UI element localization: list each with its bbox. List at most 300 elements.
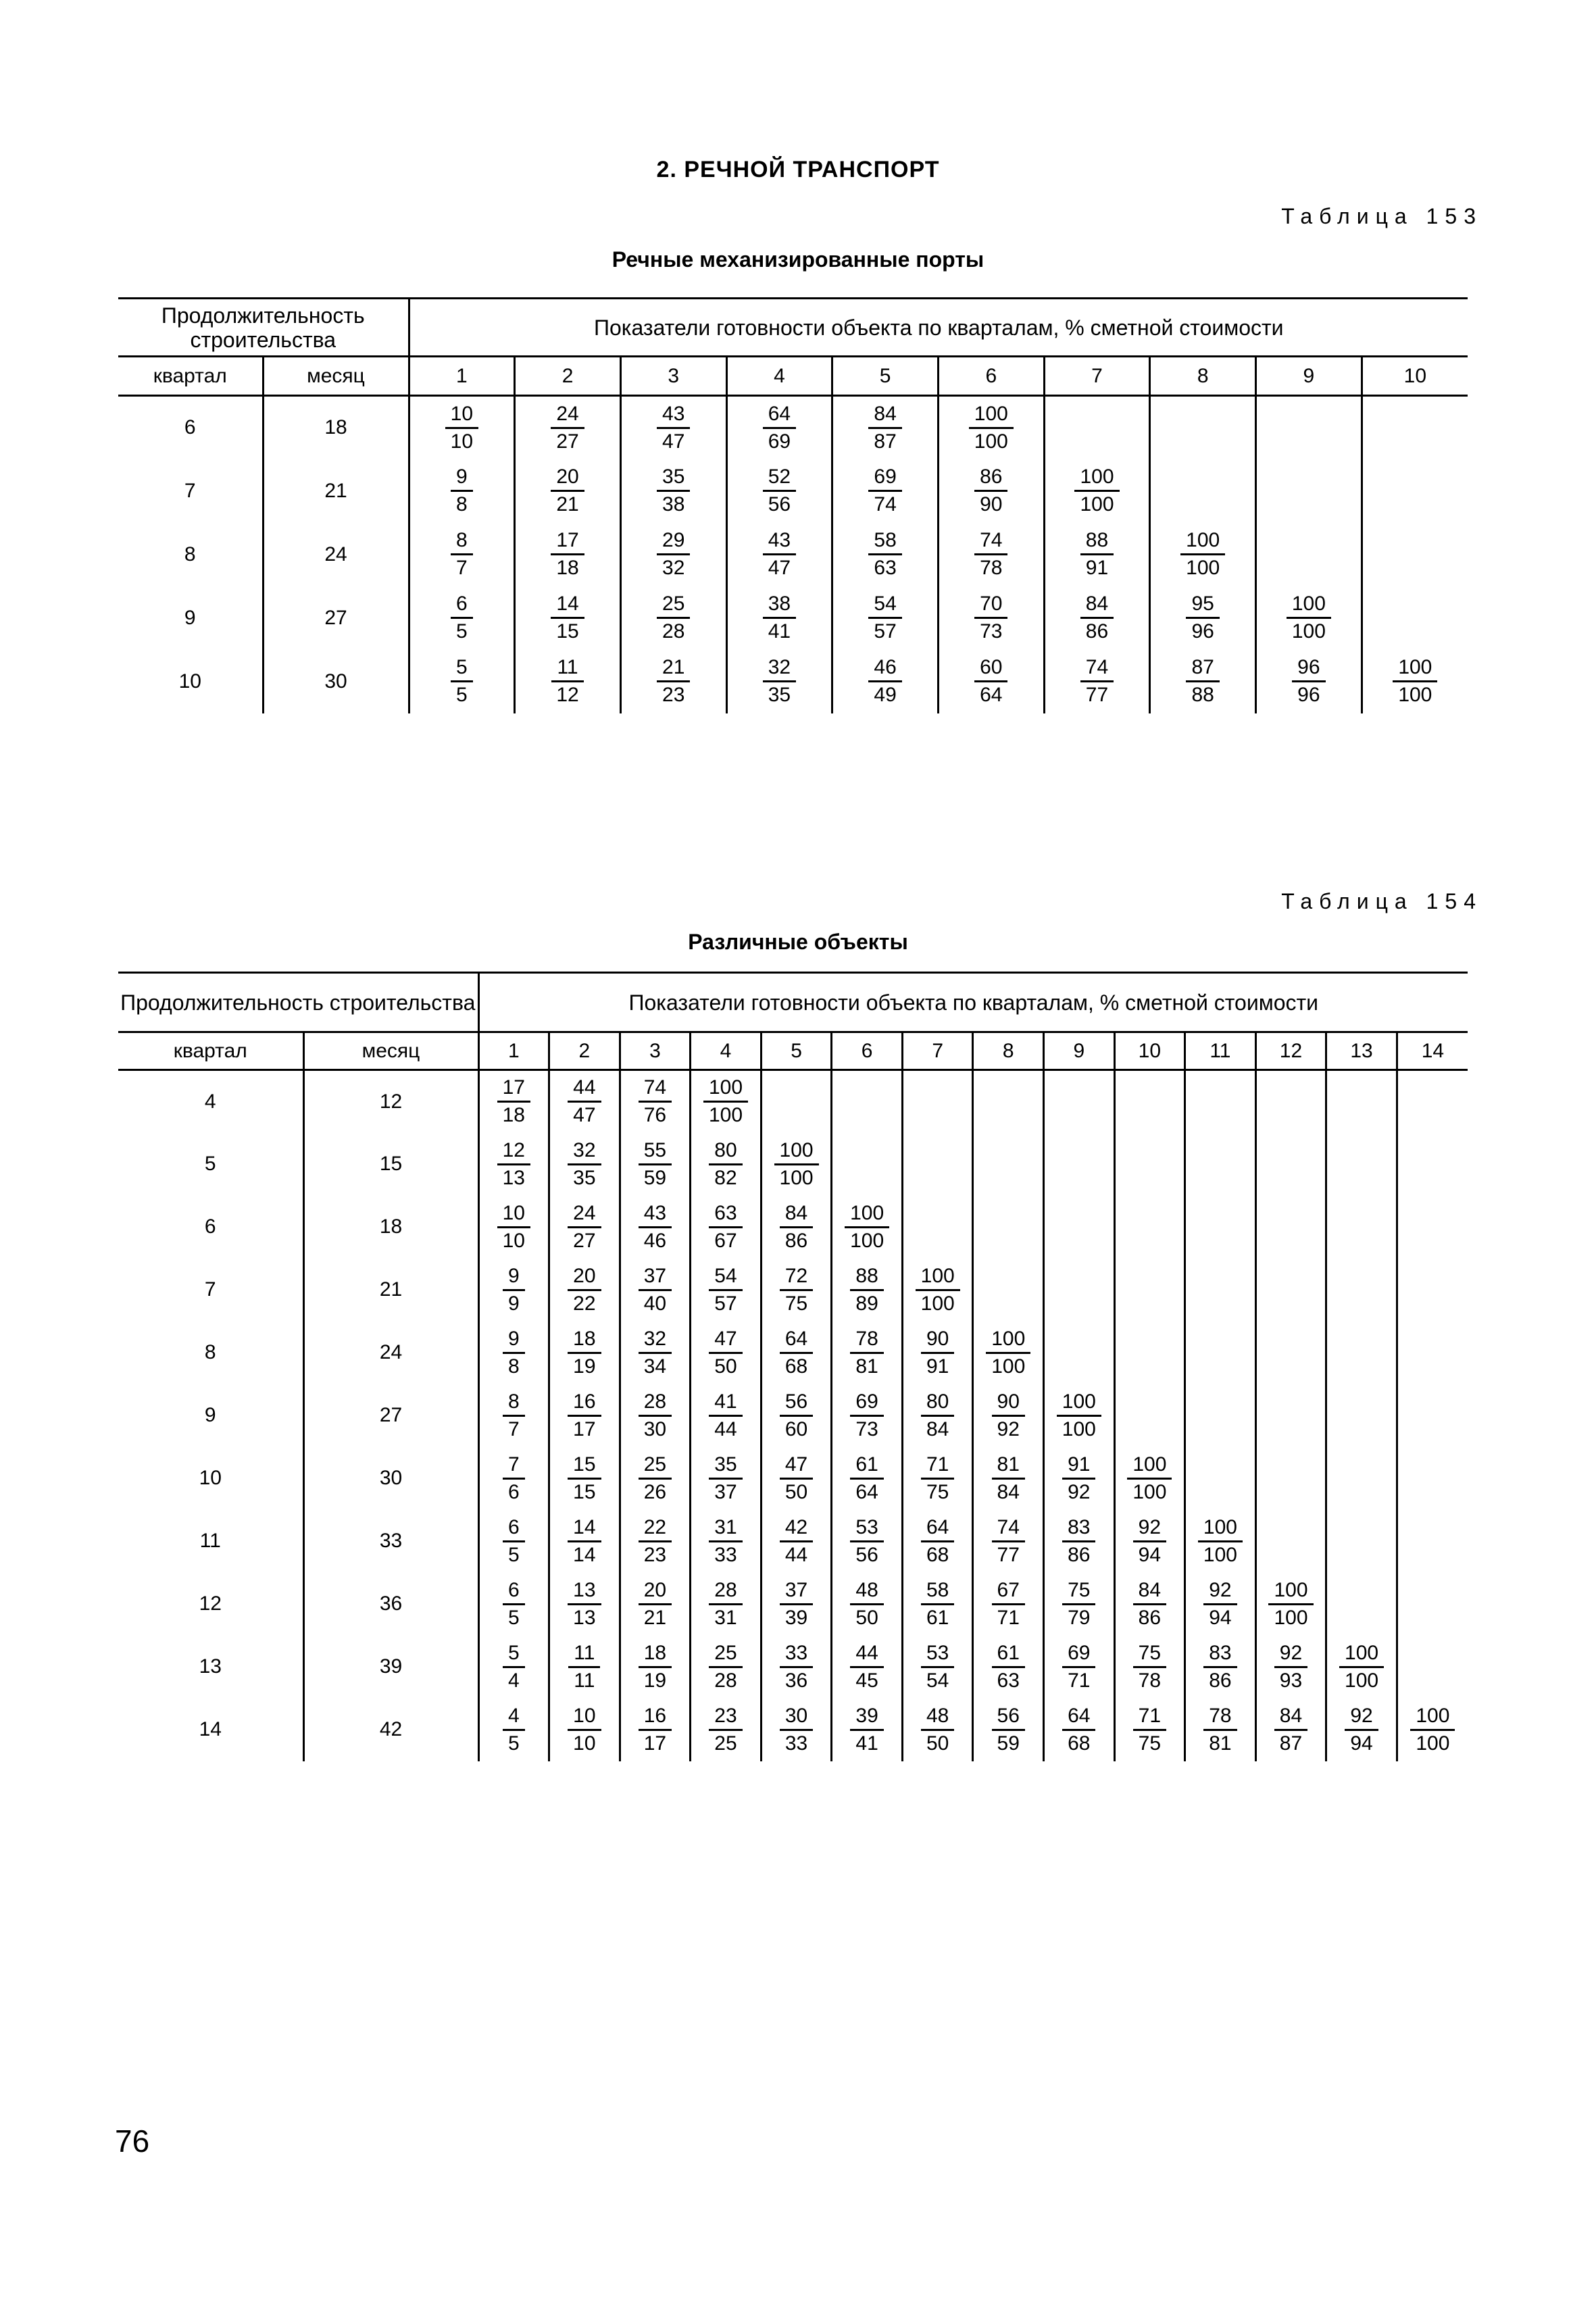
value-cell (1044, 459, 1150, 523)
fraction (1062, 1640, 1095, 1694)
value-cell (1044, 1699, 1115, 1761)
fraction (1080, 591, 1114, 645)
value-cell (1044, 1573, 1115, 1636)
value-cell (1114, 1573, 1185, 1636)
value-cell (691, 1259, 762, 1322)
fraction-numerator: 24 (568, 1201, 601, 1228)
fraction-numerator: 18 (639, 1640, 672, 1668)
value-cell (1150, 650, 1256, 713)
fraction-numerator: 53 (921, 1640, 954, 1668)
value-cell (832, 586, 939, 650)
fraction (974, 591, 1007, 645)
value-cell (1044, 1636, 1115, 1699)
value-cell (1044, 1070, 1115, 1133)
fraction (992, 1703, 1025, 1757)
value-cell (1044, 1196, 1115, 1259)
fraction-numerator: 11 (551, 655, 583, 682)
month-cell: 42 (303, 1699, 478, 1761)
table-row (118, 1070, 1468, 1133)
value-cell (1326, 1070, 1397, 1133)
value-cell (761, 1384, 832, 1447)
fraction-denominator: 68 (1068, 1732, 1091, 1755)
value-cell (1256, 396, 1362, 459)
fraction-denominator: 60 (784, 1417, 808, 1440)
fraction-denominator: 28 (714, 1669, 737, 1692)
table-154 (118, 972, 1468, 1761)
value-cell (1255, 1070, 1326, 1133)
value-cell (1114, 1699, 1185, 1761)
value-cell (691, 1196, 762, 1259)
value-cell (1185, 1447, 1256, 1510)
value-cell (409, 459, 515, 523)
fraction-numerator: 55 (639, 1138, 672, 1165)
fraction (1133, 1578, 1166, 1631)
fraction-numerator: 56 (780, 1389, 813, 1417)
month-cell: 21 (263, 459, 409, 523)
value-cell (761, 1070, 832, 1133)
fraction (774, 1138, 819, 1191)
fraction-numerator: 100 (774, 1138, 819, 1165)
quarter-col-header: 13 (1326, 1032, 1397, 1070)
fraction-numerator: 92 (1203, 1578, 1237, 1605)
fraction-numerator: 91 (1062, 1452, 1095, 1480)
fraction-denominator: 96 (1297, 684, 1320, 706)
value-cell (1326, 1322, 1397, 1384)
value-cell (691, 1573, 762, 1636)
fraction-denominator: 14 (573, 1543, 596, 1566)
value-cell (549, 1699, 620, 1761)
table-row (118, 1573, 1468, 1636)
fraction-numerator: 35 (657, 464, 690, 492)
value-cell (1397, 1133, 1468, 1196)
value-cell (832, 523, 939, 586)
fraction (850, 1389, 883, 1442)
value-cell (1114, 1510, 1185, 1573)
fraction (780, 1640, 813, 1694)
value-cell (549, 1384, 620, 1447)
fraction-numerator: 53 (850, 1515, 883, 1542)
value-cell (620, 586, 726, 650)
fraction-denominator: 56 (768, 493, 791, 515)
fraction (868, 655, 901, 708)
value-cell (1397, 1510, 1468, 1573)
quarter-col-header: 5 (761, 1032, 832, 1070)
value-cell (478, 1196, 549, 1259)
value-cell (1326, 1699, 1397, 1761)
value-cell (902, 1510, 973, 1573)
fraction-numerator: 52 (763, 464, 796, 492)
fraction (921, 1326, 954, 1380)
value-cell (973, 1259, 1044, 1322)
fraction-denominator: 100 (1291, 620, 1326, 643)
value-cell (832, 1133, 903, 1196)
fraction (986, 1326, 1030, 1380)
fraction-numerator: 41 (709, 1389, 742, 1417)
value-cell (478, 1384, 549, 1447)
value-cell (973, 1070, 1044, 1133)
value-cell (761, 1196, 832, 1259)
fraction-denominator: 5 (507, 1732, 520, 1755)
value-cell (620, 523, 726, 586)
value-cell (973, 1384, 1044, 1447)
fraction-numerator: 75 (1133, 1640, 1166, 1668)
value-cell (1150, 459, 1256, 523)
fraction-numerator: 31 (709, 1515, 742, 1542)
fraction-denominator: 63 (874, 557, 897, 579)
fraction-numerator: 58 (921, 1578, 954, 1605)
fraction (657, 655, 690, 708)
value-cell (832, 1636, 903, 1699)
fraction-denominator: 39 (784, 1606, 808, 1629)
fraction-numerator: 14 (551, 591, 584, 619)
value-cell (620, 1322, 691, 1384)
fraction-denominator: 78 (1138, 1669, 1162, 1692)
quarter-cell: 10 (199, 1467, 222, 1489)
fraction-numerator: 25 (657, 591, 690, 619)
fraction-numerator: 39 (850, 1703, 883, 1731)
table-row (118, 1636, 1468, 1699)
fraction-numerator: 9 (503, 1263, 525, 1291)
fraction-denominator: 47 (573, 1104, 596, 1127)
table-row (118, 523, 1468, 586)
fraction-numerator: 44 (568, 1075, 601, 1103)
fraction-denominator: 78 (980, 557, 1003, 579)
fraction-numerator: 48 (921, 1703, 954, 1731)
fraction (657, 464, 690, 518)
value-cell (549, 1196, 620, 1259)
value-cell (1185, 1510, 1256, 1573)
fraction (639, 1640, 672, 1694)
fraction (921, 1389, 954, 1442)
fraction-denominator: 92 (997, 1417, 1020, 1440)
fraction-numerator: 100 (1287, 591, 1331, 619)
fraction-numerator: 10 (568, 1703, 601, 1731)
fraction-denominator: 38 (662, 493, 685, 515)
value-cell (1114, 1322, 1185, 1384)
value-cell (726, 586, 832, 650)
fraction-denominator: 73 (855, 1417, 878, 1440)
quarter-col-header: 9 (1044, 1032, 1115, 1070)
fraction-numerator: 100 (916, 1263, 960, 1291)
fraction-denominator: 7 (507, 1417, 520, 1440)
fraction-denominator: 4 (507, 1669, 520, 1692)
fraction (657, 591, 690, 645)
fraction-denominator: 74 (874, 493, 897, 515)
quarter-cell: 9 (204, 1404, 216, 1426)
fraction-numerator: 20 (639, 1578, 672, 1605)
value-cell (902, 1636, 973, 1699)
value-cell (1185, 1636, 1256, 1699)
fraction-numerator: 30 (780, 1703, 813, 1731)
fraction-numerator: 80 (921, 1389, 954, 1417)
value-cell (620, 1447, 691, 1510)
fraction-denominator: 61 (926, 1606, 949, 1629)
fraction (1345, 1703, 1378, 1757)
fraction (639, 1326, 672, 1380)
fraction-denominator: 30 (643, 1417, 667, 1440)
month-cell: 18 (303, 1196, 478, 1259)
fraction (709, 1263, 742, 1317)
fraction (921, 1515, 954, 1568)
value-cell (902, 1573, 973, 1636)
fraction-denominator: 100 (1186, 557, 1220, 579)
fraction-numerator: 100 (1057, 1389, 1101, 1417)
value-cell (1044, 1259, 1115, 1322)
value-cell (1255, 1447, 1326, 1510)
fraction (1274, 1703, 1307, 1757)
fraction-denominator: 57 (714, 1292, 737, 1315)
fraction-numerator: 46 (868, 655, 901, 682)
value-cell (1185, 1070, 1256, 1133)
fraction-numerator: 20 (551, 464, 584, 492)
fraction-denominator: 86 (1209, 1669, 1232, 1692)
month-cell: 39 (303, 1636, 478, 1699)
fraction-numerator: 25 (639, 1452, 672, 1480)
table-153 (118, 297, 1468, 713)
fraction-numerator: 84 (1274, 1703, 1307, 1731)
fraction-numerator: 47 (780, 1452, 813, 1480)
quarter-col-header: 8 (973, 1032, 1044, 1070)
value-cell (691, 1133, 762, 1196)
value-cell (973, 1699, 1044, 1761)
table-row (118, 586, 1468, 650)
fraction-denominator: 91 (926, 1355, 949, 1378)
fraction (639, 1075, 672, 1128)
fraction-numerator: 100 (986, 1326, 1030, 1354)
quarter-col-header: 10 (1114, 1032, 1185, 1070)
fraction-numerator: 43 (639, 1201, 672, 1228)
fraction (1186, 591, 1219, 645)
fraction-numerator: 84 (868, 401, 901, 429)
fraction-denominator: 21 (643, 1606, 667, 1629)
value-cell (726, 396, 832, 459)
table-154-label: Таблица 154 (1281, 889, 1482, 913)
value-cell (761, 1636, 832, 1699)
fraction-denominator: 64 (980, 684, 1003, 706)
fraction-numerator: 14 (568, 1515, 601, 1542)
value-cell (549, 1510, 620, 1573)
fraction (850, 1452, 883, 1505)
fraction-numerator: 69 (850, 1389, 883, 1417)
fraction (1203, 1703, 1237, 1757)
value-cell (761, 1259, 832, 1322)
quarter-cell: 14 (199, 1718, 222, 1740)
value-cell (620, 1196, 691, 1259)
fraction-numerator: 58 (868, 528, 901, 555)
quarter-cell: 12 (199, 1592, 222, 1615)
header-duration: Продолжительность строительства (118, 299, 409, 357)
fraction-numerator: 92 (1133, 1515, 1166, 1542)
fraction-numerator: 80 (709, 1138, 742, 1165)
fraction (709, 1640, 742, 1694)
fraction-numerator: 6 (451, 591, 473, 619)
value-cell (1185, 1573, 1256, 1636)
fraction-denominator: 86 (1138, 1606, 1162, 1629)
fraction (551, 401, 584, 455)
value-cell (1150, 523, 1256, 586)
fraction (1133, 1703, 1166, 1757)
value-cell (1255, 1510, 1326, 1573)
value-cell (832, 1573, 903, 1636)
fraction-numerator: 61 (850, 1452, 883, 1480)
fraction-denominator: 56 (855, 1543, 878, 1566)
value-cell (691, 1070, 762, 1133)
header-quarter: квартал (118, 1032, 303, 1070)
fraction-denominator: 100 (1345, 1669, 1379, 1692)
fraction-denominator: 64 (855, 1480, 878, 1503)
fraction (551, 655, 583, 708)
fraction (551, 464, 584, 518)
fraction-numerator: 71 (1133, 1703, 1166, 1731)
fraction-numerator: 5 (503, 1640, 525, 1668)
fraction-denominator: 86 (1068, 1543, 1091, 1566)
fraction-denominator: 19 (643, 1669, 667, 1692)
fraction-denominator: 94 (1138, 1543, 1162, 1566)
value-cell (691, 1384, 762, 1447)
fraction (992, 1578, 1025, 1631)
fraction (780, 1452, 813, 1505)
fraction-numerator: 11 (568, 1640, 600, 1668)
fraction-numerator: 86 (974, 464, 1007, 492)
fraction (709, 1326, 742, 1380)
quarter-col-header: 1 (478, 1032, 549, 1070)
quarter-col-header: 6 (832, 1032, 903, 1070)
value-cell (1114, 1447, 1185, 1510)
fraction-denominator: 100 (779, 1166, 814, 1189)
value-cell (1255, 1636, 1326, 1699)
fraction (551, 528, 584, 581)
fraction (921, 1578, 954, 1631)
value-cell (515, 523, 621, 586)
fraction (780, 1515, 813, 1568)
fraction (921, 1703, 954, 1757)
fraction-numerator: 6 (503, 1515, 525, 1542)
fraction-numerator: 37 (780, 1578, 813, 1605)
value-cell (620, 1636, 691, 1699)
value-cell (1185, 1259, 1256, 1322)
value-cell (1044, 1447, 1115, 1510)
fraction-denominator: 21 (556, 493, 579, 515)
fraction-denominator: 9 (507, 1292, 520, 1315)
fraction-denominator: 75 (926, 1480, 949, 1503)
fraction-denominator: 50 (784, 1480, 808, 1503)
fraction (709, 1201, 742, 1254)
fraction-numerator: 87 (1186, 655, 1219, 682)
fraction-denominator: 77 (997, 1543, 1020, 1566)
value-cell (620, 1259, 691, 1322)
fraction-denominator: 13 (502, 1166, 525, 1189)
fraction (451, 591, 473, 645)
fraction-numerator: 63 (709, 1201, 742, 1228)
fraction-denominator: 68 (784, 1355, 808, 1378)
value-cell (1255, 1133, 1326, 1196)
fraction (703, 1075, 748, 1128)
fraction-numerator: 17 (497, 1075, 530, 1103)
value-cell (620, 396, 726, 459)
quarter-cell: 6 (184, 416, 196, 439)
fraction-numerator: 9 (503, 1326, 525, 1354)
value-cell (902, 1070, 973, 1133)
fraction-numerator: 100 (1198, 1515, 1243, 1542)
value-cell (973, 1447, 1044, 1510)
value-cell (478, 1447, 549, 1510)
month-cell: 15 (303, 1133, 478, 1196)
quarter-cell: 7 (204, 1278, 216, 1301)
fraction (850, 1263, 883, 1317)
fraction-numerator: 25 (709, 1640, 742, 1668)
fraction (969, 401, 1014, 455)
fraction (1186, 655, 1219, 708)
value-cell (832, 1447, 903, 1510)
fraction-denominator: 44 (784, 1543, 808, 1566)
fraction-denominator: 50 (714, 1355, 737, 1378)
value-cell (938, 523, 1044, 586)
fraction (974, 464, 1007, 518)
fraction-denominator: 86 (784, 1229, 808, 1252)
value-cell (1397, 1384, 1468, 1447)
fraction-denominator: 6 (507, 1480, 520, 1503)
fraction-denominator: 100 (1416, 1732, 1450, 1755)
section-title: 2. РЕЧНОЙ ТРАНСПОРТ (656, 157, 940, 182)
value-cell (1114, 1636, 1185, 1699)
fraction (709, 1138, 742, 1191)
value-cell (1044, 1384, 1115, 1447)
fraction-denominator: 11 (574, 1669, 595, 1692)
value-cell (902, 1196, 973, 1259)
month-cell: 27 (303, 1384, 478, 1447)
value-cell (832, 650, 939, 713)
value-cell (1256, 459, 1362, 523)
month-cell: 12 (303, 1070, 478, 1133)
value-cell (620, 1070, 691, 1133)
fraction (497, 1201, 530, 1254)
value-cell (1255, 1259, 1326, 1322)
month-cell: 27 (263, 586, 409, 650)
value-cell (1326, 1447, 1397, 1510)
value-cell (1397, 1196, 1468, 1259)
quarter-col-header: 8 (1150, 357, 1256, 396)
fraction (763, 591, 796, 645)
fraction-numerator: 90 (992, 1389, 1025, 1417)
fraction (568, 1578, 601, 1631)
fraction-denominator: 59 (643, 1166, 667, 1189)
fraction (451, 464, 473, 518)
fraction-numerator: 48 (850, 1578, 883, 1605)
fraction-denominator: 41 (768, 620, 791, 643)
fraction (451, 528, 473, 581)
value-cell (1255, 1196, 1326, 1259)
fraction-numerator: 17 (551, 528, 584, 555)
fraction (1180, 528, 1225, 581)
fraction (639, 1138, 672, 1191)
fraction (992, 1389, 1025, 1442)
fraction-numerator: 83 (1062, 1515, 1095, 1542)
value-cell (938, 459, 1044, 523)
quarter-col-header: 11 (1185, 1032, 1256, 1070)
fraction-numerator: 67 (992, 1578, 1025, 1605)
value-cell (409, 650, 515, 713)
value-cell (832, 1196, 903, 1259)
value-cell (1326, 1510, 1397, 1573)
fraction-numerator: 72 (780, 1263, 813, 1291)
value-cell (1114, 1384, 1185, 1447)
fraction-numerator: 54 (868, 591, 901, 619)
header-duration: Продолжительность строительства (118, 973, 478, 1032)
value-cell (902, 1259, 973, 1322)
value-cell (1255, 1384, 1326, 1447)
value-cell (938, 650, 1044, 713)
fraction-denominator: 54 (926, 1669, 949, 1692)
